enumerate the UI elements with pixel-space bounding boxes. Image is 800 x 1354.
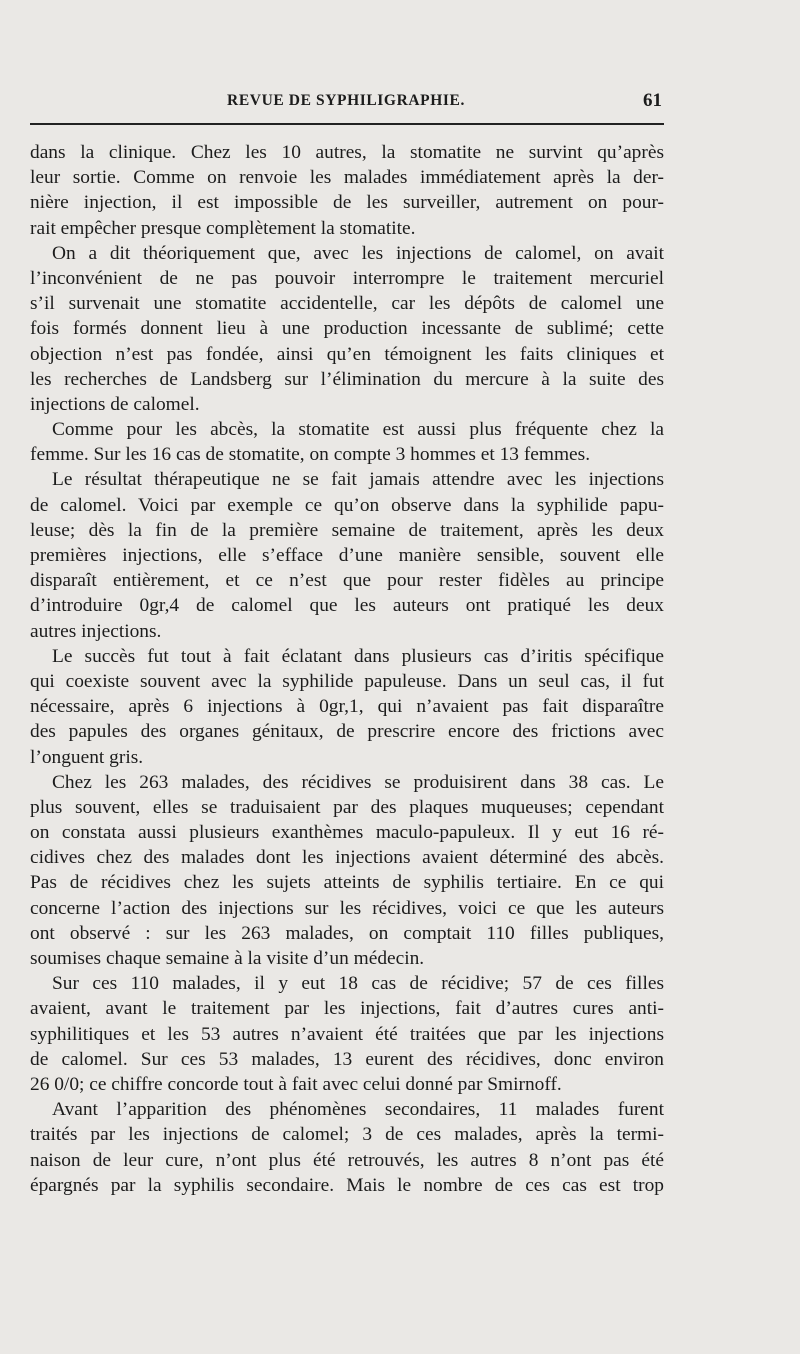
text-line: 26 0/0; ce chiffre concorde tout à fait avec celui donné par Smirnoff. — [30, 1073, 562, 1095]
text-line: On a dit théoriquement que, avec les injections de calomel, on avait — [52, 242, 664, 264]
text-line: injections de calomel. — [30, 393, 200, 415]
text-line: premières injections, elle s’efface d’une manière sensible, souvent elle — [30, 545, 664, 566]
body-text — [30, 140, 664, 1198]
text-line: Chez les 263 malades, des récidives se produisirent dans 38 cas. Le — [52, 771, 664, 793]
text-line: Le succès fut tout à fait éclatant dans plusieurs cas d’iritis spécifique — [52, 645, 664, 667]
text-line: d’introduire 0gr,4 de calomel que les auteurs ont pratiqué les deux — [30, 595, 664, 617]
running-head — [30, 88, 662, 118]
text-line: de calomel. Sur ces 53 malades, 13 eurent des récidives, donc environ — [30, 1048, 664, 1070]
page-number: 61 — [643, 90, 662, 111]
text-line: syphilitiques et les 53 autres n’avaient été traitées que par les injections — [30, 1023, 664, 1045]
text-line: dans la clinique. Chez les 10 autres, la stomatite ne survint qu’après — [30, 142, 664, 163]
text-line: leur sortie. Comme on renvoie les malades immédiatement après la der- — [30, 167, 664, 189]
text-line: de calomel. Voici par exemple ce qu’on observe dans la syphilide papu- — [30, 494, 664, 516]
running-title: REVUE DE SYPHILIGRAPHIE. — [227, 92, 465, 109]
text-line: objection n’est pas fondée, ainsi qu’en témoignent les faits cliniques et — [30, 343, 664, 365]
text-line: nécessaire, après 6 injections à 0gr,1, qui n’avaient pas fait disparaître — [30, 696, 664, 718]
text-line: autres injections. — [30, 620, 162, 642]
text-line: avaient, avant le traitement par les injections, fait d’autres cures anti- — [30, 998, 664, 1020]
text-line: rait empêcher presque complètement la stomatite. — [30, 217, 416, 239]
text-line: leuse; dès la fin de la première semaine de traitement, après les deux — [30, 519, 664, 541]
text-line: Le résultat thérapeutique ne se fait jamais attendre avec les injections — [52, 469, 664, 491]
text-line: disparaît entièrement, et ce n’est que pour rester fidèles au principe — [30, 570, 664, 592]
text-line: des papules des organes génitaux, de prescrire encore des frictions avec — [30, 721, 664, 743]
text-line: naison de leur cure, n’ont plus été retrouvés, les autres 8 n’ont pas été — [30, 1149, 664, 1171]
header-rule — [30, 123, 664, 125]
text-line: l’onguent gris. — [30, 746, 144, 768]
text-line: fois formés donnent lieu à une production incessante de sublimé; cette — [30, 318, 664, 340]
text-line: plus souvent, elles se traduisaient par des plaques muqueuses; cependant — [30, 796, 664, 818]
text-line: Avant l’apparition des phénomènes secondaires, 11 malades furent — [52, 1099, 664, 1121]
text-line: on constata aussi plusieurs exanthèmes maculo-papuleux. Il y eut 16 ré- — [30, 822, 664, 844]
text-line: concerne l’action des injections sur les récidives, voici ce que les auteurs — [30, 897, 664, 919]
text-line: traités par les injections de calomel; 3 de ces malades, après la termi- — [30, 1124, 664, 1146]
text-line: Sur ces 110 malades, il y eut 18 cas de récidive; 57 de ces filles — [52, 973, 664, 995]
text-line: ont observé : sur les 263 malades, on comptait 110 filles publiques, — [30, 922, 664, 944]
text-line: qui coexiste souvent avec la syphilide papuleuse. Dans un seul cas, il fut — [30, 670, 664, 692]
text-line: les recherches de Landsberg sur l’élimination du mercure à la suite des — [30, 368, 664, 390]
text-line: Comme pour les abcès, la stomatite est aussi plus fréquente chez la — [52, 419, 664, 441]
text-line: femme. Sur les 16 cas de stomatite, on compte 3 hommes et 13 femmes. — [30, 444, 591, 466]
text-line: l’inconvénient de ne pas pouvoir interrompre le traitement mercuriel — [30, 267, 664, 289]
text-line: Pas de récidives chez les sujets atteints de syphilis tertiaire. En ce qui — [30, 872, 664, 894]
text-line: cidives chez des malades dont les injections avaient déterminé des abcès. — [30, 847, 664, 869]
text-line: soumises chaque semaine à la visite d’un médecin. — [30, 948, 425, 969]
text-line: nière injection, il est impossible de les surveiller, autrement on pour- — [30, 192, 664, 214]
text-line: épargnés par la syphilis secondaire. Mais le nombre de ces cas est trop — [30, 1174, 664, 1196]
text-line: s’il survenait une stomatite accidentelle, car les dépôts de calomel une — [30, 293, 664, 315]
